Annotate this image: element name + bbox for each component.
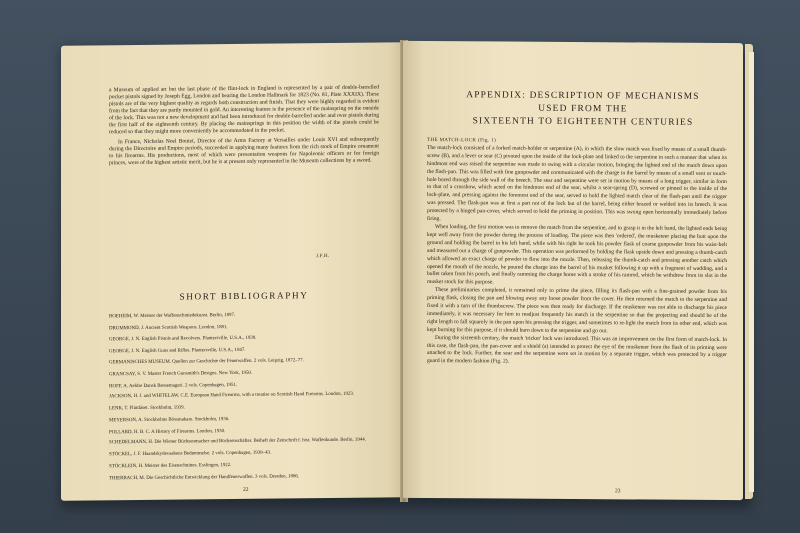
page-edges-inner (749, 52, 754, 492)
bibliography-entry: LENK, T. Flintlåset. Stockholm, 1939. (109, 405, 185, 412)
bibliography-entry: GRANCSAY, S. V. Master French Gunsmith's Designs. New York, 1950. (109, 370, 253, 378)
title-line: APPENDIX: DESCRIPTION OF MECHANISMS (466, 90, 700, 102)
appendix-title (443, 89, 723, 131)
paragraph: When loading, the first motion was to remove the match from the serpentine, and to grasp it in the left hand, the lighted ends being kept well away from the powder during the process of loading. The piece was then 'ordered', the musketeer placing the butt upon the ground and holding the barrel in his left hand, while with his right he took his powder flask of coarse gunpowder from his waist-belt and measured out a charge of gunpowder. This operation was performed by holding the flask upside down and pressing a thumb-catch which allowed an exact charge of powder to flow into the nozzle. Then, releasing the thumb-catch and pressing another catch which opened the mouth of the nozzle, he poured the charge into the barrel of his musket following it up with a fragment of wadding, and a bullet taken from his pouch, and finally ramming the charge home with a stroke of his ramrod, which he withdrew from its slot in the musket stock for this purpose. (427, 224, 727, 286)
bibliography-entry: GEORGE, J. N. English Guns and Rifles. Plantersville, U.S.A., 1947. (109, 347, 246, 355)
bibliography-entry: MEYERSON, A. Stockholms Bössmakare. Stockholm, 1936. (109, 416, 230, 424)
bibliography-entry: POLLARD, H. B. C. A History of Firearms. London, 1930. (109, 428, 226, 435)
open-book (55, 38, 755, 510)
bibliography-entry: GEORGE, J. N. English Pistols and Revolvers. Plantersville, U.S.A., 1938. (109, 335, 257, 343)
section-heading: THE MATCH-LOCK (Fig. 1) (427, 137, 497, 144)
bibliography-entry: JACKSON, H. J. and WHITELAW, C.E. European Hand Firearms, with a treatise on Scottish Hand Firearms. London, 1923. (109, 391, 355, 400)
bibliography-entry: THIERBACH, M. Die Geschichtliche Entwicklung der Handfeuerwaffen. 3 vols. Dresden, 1886. (109, 473, 300, 481)
bibliography-entry: GERMANISCHES MUSEUM. Quellen zur Geschichte der Feuerwaffen. 2 vols. Leipzig, 1872–77. (109, 358, 304, 366)
paragraph: a Museum of applied art but the last phase of the flint-lock in England is represented by a pair of double-barrelled pocket pistols signed by Joseph Egg, London and bearing the London Hallmark for 1823 (No. 81, Plate XXXIX). These pistols are of the very highest quality as regards both construction and finish. That they were highly regarded is evident from the fact that they are partly mounted in gold. An interesting feature is the presence of the mainspring on the outside of the lock. This was not a new development and had been introduced for double-barrelled under and over pistols during the first half of the eighteenth century. By placing the mainsprings in this position the width of the pistols could be reduced so that they might more conveniently be accommodated in the pocket. (109, 84, 379, 136)
bibliography-list (109, 308, 381, 484)
page-number-left: 22 (243, 486, 249, 493)
right-page-body (427, 137, 727, 368)
bibliography-entry: HOFF, A. Aeldre Dansk Bøssemageri. 2 vols. Copenhagen, 1951. (109, 382, 238, 389)
bibliography-entry: SCHEDELMANN, H. Die Wiener Büchsenmacher und Büchsenschäfter. Beiheft der Zeitschrift f. hist. Waffenkunde. Berlin, 1944. (109, 437, 366, 446)
bibliography-title: SHORT BIBLIOGRAPHY (179, 290, 309, 302)
paragraph: During the sixteenth century, the match 'tricker' lock was introduced. This was an improvement on the first form of match-lock. In this case, the flash-pan, the pan-cover and a shield (a) intended to protect the eye of the musketeer from the flash of its priming were attached to the lock. Further, the sear and the serpentine were set in motion by a separate trigger, which was protected by a trigger guard in the modern fashion (Fig. 2). (427, 334, 727, 365)
title-line: USED FROM THE (538, 103, 628, 115)
paragraph: In France, Nicholas Noel Boutet, Director of the Arms Factory at Versailles under Louis XVI and subsequently during the Directoire and Empire periods, succeeded in applying many features from the rich stock of Empire ornament to his firearms. His productions, most of which were presentation weapons for Napoleonic officers or for foreign princes, were of the highest artistic merit, but he is at present only represented in the Museum collections by a sword. (109, 136, 379, 167)
bibliography-entry: DRUMMOND, J. Ancient Scottish Weapons. London, 1881. (109, 324, 228, 331)
bibliography-entry: STÖCKEL, J. F. Haandskydevaabens Bedømmelse. 2 vols. Copenhagen, 1938–43. (109, 450, 272, 458)
left-page-body (109, 84, 379, 170)
bibliography-entry: BOEHEIM, W. Meister der Waffenschmiedekunst. Berlin, 1897. (109, 312, 236, 320)
left-page (61, 42, 406, 501)
paragraph: The match-lock consisted of a forked match-holder or serpentine (A), in which the slow match was fixed by means of a small thumb-screw (B), and a lever or sear (C) pivoted upon the inside of the lock-plate and linked to the serpentine in such a manner that when its hindmost end was raised the serpentine was made to swing with a circular motion, bringing the lighted end of the match down upon the flash-pan. This was filled with fine gunpowder and communicated with the charge in the barrel by means of a small vent or touch-hole bored through the side wall of the breech. The sear and serpentine were set in motion by means of a long trigger, similar in form to that of a crossbow, which acted on the hindmost end of the sear, whilst a sear-spring (D), screwed or pinned to the inside of the lock-plate, and pressing against the foremost end of the sear, served to hold the lighted match clear of the flash-pan until the trigger was pressed. The flash-pan was at first a part not of the lock but of the barrel, being either brazed or welded into its breech. It was protected by a hinged pan-cover, which served to hold the priming in position. This was swung open horizontally immediately before firing. (427, 144, 727, 223)
author-initials: J.F.H. (316, 253, 330, 260)
right-page (403, 41, 743, 500)
page-number-right: 23 (615, 488, 621, 495)
bibliography-entry: STÖCKLEIN, H. Meister des Eisenschnittes. Esslingen, 1922. (109, 462, 232, 470)
paragraph: These preliminaries completed, it remained only to prime the piece, filling its flash-pan with a fine-grained powder from his priming flask, closing the pan and blowing away any loose powder from the cover. He then returned the match to the serpentine and fixed it with a turn of the thumbscrew. The piece was then ready for discharge. If the musketeer was not able to discharge his piece immediately, it was necessary for him to readjust frequently his match in the serpentine so that the projecting end should be of the right length to fall squarely in the pan upon his pressing the trigger, and sometimes to re-light the match from its other end, which was kept burning for this purpose, if it should burn down to the serpentine and go out. (427, 287, 727, 334)
title-line: SIXTEENTH TO EIGHTEENTH CENTURIES (472, 116, 694, 129)
